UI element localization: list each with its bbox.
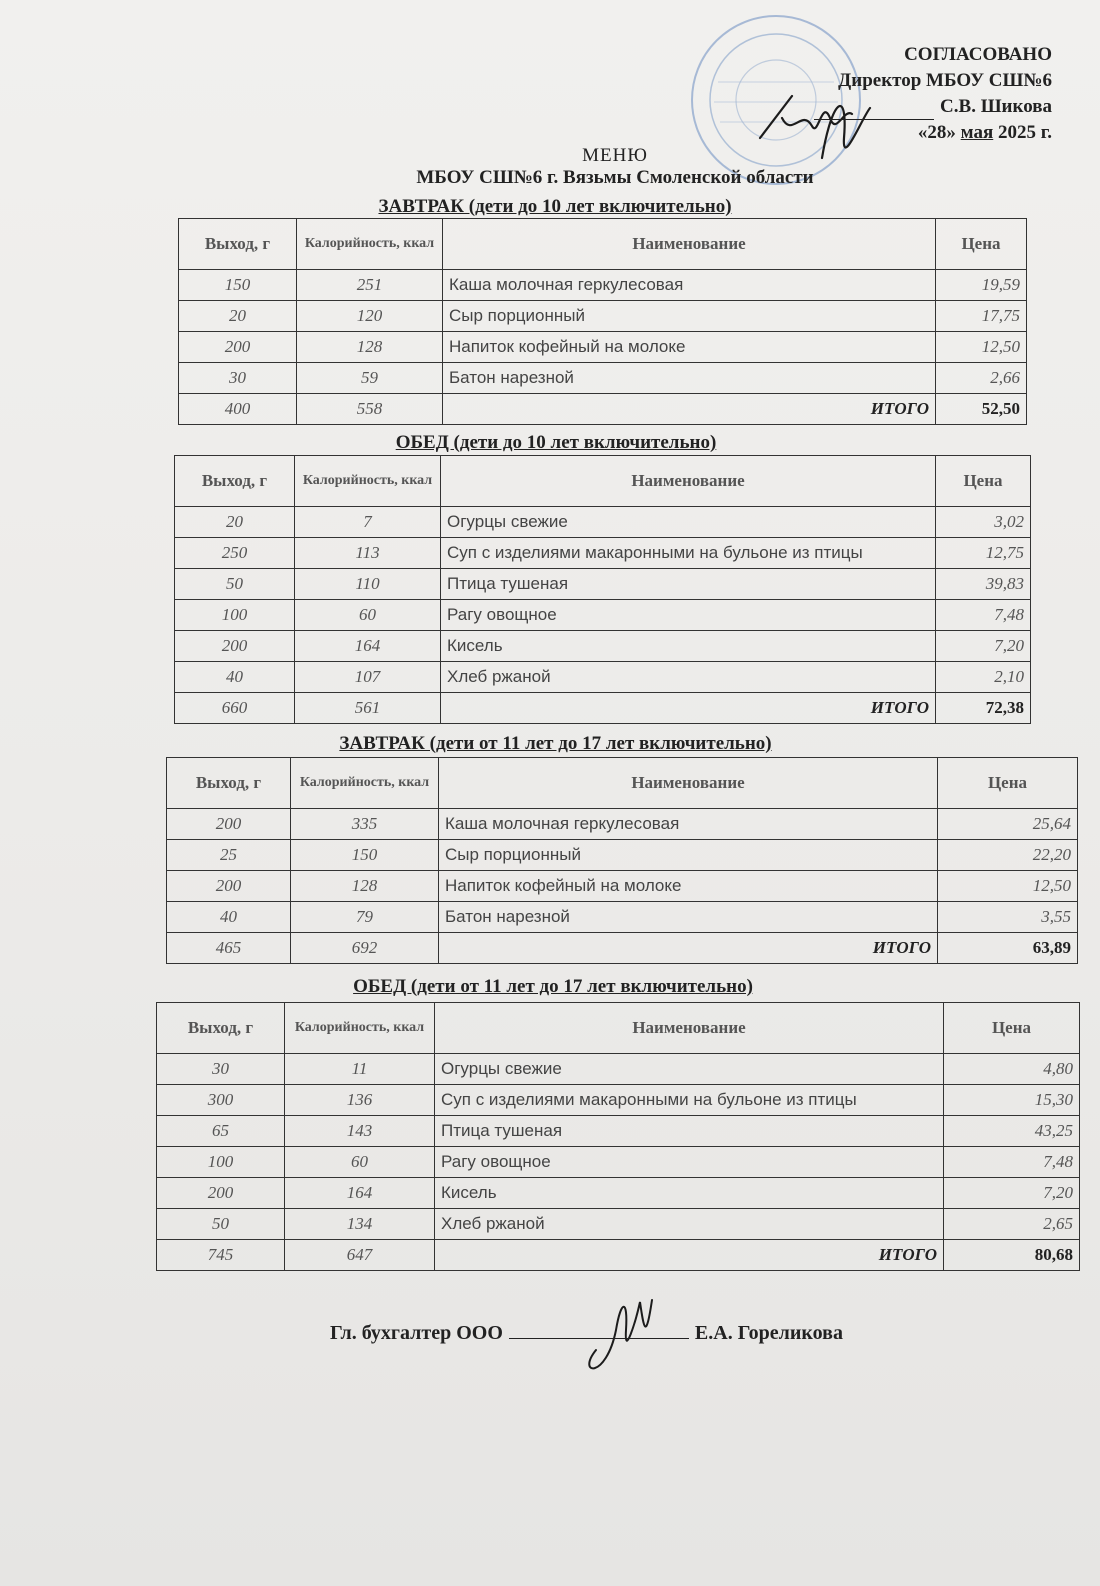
col-header-yield: Выход, г [157, 1003, 285, 1054]
cell-price: 7,20 [944, 1178, 1080, 1209]
total-row [179, 394, 1027, 425]
menu-table [174, 455, 1031, 724]
total-row [157, 1240, 1080, 1271]
cell-name: Кисель [435, 1178, 944, 1209]
footer-signature [330, 1322, 843, 1345]
table-row [175, 507, 1031, 538]
table-row [179, 270, 1027, 301]
cell-calories: 60 [295, 600, 441, 631]
table-header-row [167, 758, 1078, 809]
cell-price: 4,80 [944, 1054, 1080, 1085]
total-calories: 558 [297, 394, 443, 425]
cell-price: 43,25 [944, 1116, 1080, 1147]
cell-name: Рагу овощное [441, 600, 936, 631]
cell-name: Птица тушеная [441, 569, 936, 600]
cell-yield: 30 [157, 1054, 285, 1085]
footer-position: Гл. бухгалтер ООО [330, 1322, 503, 1344]
signature-blank [814, 101, 934, 120]
col-header-price: Цена [944, 1003, 1080, 1054]
table-row [157, 1178, 1080, 1209]
total-yield: 400 [179, 394, 297, 425]
table-row [157, 1147, 1080, 1178]
cell-name: Рагу овощное [435, 1147, 944, 1178]
col-header-name: Наименование [435, 1003, 944, 1054]
table-row [157, 1085, 1080, 1116]
total-yield: 660 [175, 693, 295, 724]
cell-price: 3,55 [938, 902, 1078, 933]
cell-yield: 200 [157, 1178, 285, 1209]
cell-price: 7,48 [944, 1147, 1080, 1178]
cell-price: 2,65 [944, 1209, 1080, 1240]
table-row [167, 902, 1078, 933]
cell-calories: 251 [297, 270, 443, 301]
cell-yield: 20 [175, 507, 295, 538]
cell-price: 7,20 [936, 631, 1031, 662]
cell-yield: 300 [157, 1085, 285, 1116]
total-yield: 465 [167, 933, 291, 964]
cell-calories: 7 [295, 507, 441, 538]
menu-table [156, 1002, 1080, 1271]
cell-yield: 40 [167, 902, 291, 933]
cell-calories: 143 [285, 1116, 435, 1147]
cell-calories: 110 [295, 569, 441, 600]
table-row [167, 871, 1078, 902]
cell-calories: 128 [291, 871, 439, 902]
col-header-calories: Калорийность, ккал [291, 758, 439, 809]
cell-calories: 164 [285, 1178, 435, 1209]
cell-name: Каша молочная геркулесовая [439, 809, 938, 840]
cell-yield: 200 [167, 871, 291, 902]
table-header-row [179, 219, 1027, 270]
col-header-yield: Выход, г [175, 456, 295, 507]
col-header-calories: Калорийность, ккал [297, 219, 443, 270]
table-row [157, 1209, 1080, 1240]
cell-name: Суп с изделиями макаронными на бульоне из птицы [441, 538, 936, 569]
total-calories: 692 [291, 933, 439, 964]
menu-table [166, 757, 1078, 964]
col-header-price: Цена [938, 758, 1078, 809]
cell-calories: 136 [285, 1085, 435, 1116]
total-price: 52,50 [936, 394, 1027, 425]
cell-yield: 50 [157, 1209, 285, 1240]
section-title: ЗАВТРАК (дети до 10 лет включительно) [378, 196, 732, 217]
table-header-row [175, 456, 1031, 507]
cell-name: Каша молочная геркулесовая [443, 270, 936, 301]
approval-heading: СОГЛАСОВАНО [904, 44, 1052, 65]
cell-yield: 150 [179, 270, 297, 301]
cell-price: 25,64 [938, 809, 1078, 840]
col-header-calories: Калорийность, ккал [295, 456, 441, 507]
cell-name: Сыр порционный [443, 301, 936, 332]
cell-calories: 150 [291, 840, 439, 871]
cell-yield: 200 [175, 631, 295, 662]
table-row [167, 809, 1078, 840]
table-row [175, 662, 1031, 693]
cell-name: Батон нарезной [439, 902, 938, 933]
total-label: ИТОГО [435, 1240, 944, 1271]
section-title: ОБЕД (дети от 11 лет до 17 лет включительно) [353, 976, 753, 997]
approval-position: Директор МБОУ СШ№6 [838, 70, 1052, 91]
cell-calories: 60 [285, 1147, 435, 1178]
cell-price: 39,83 [936, 569, 1031, 600]
cell-name: Сыр порционный [439, 840, 938, 871]
col-header-price: Цена [936, 456, 1031, 507]
cell-price: 7,48 [936, 600, 1031, 631]
cell-calories: 107 [295, 662, 441, 693]
table-row [157, 1054, 1080, 1085]
cell-price: 3,02 [936, 507, 1031, 538]
total-calories: 561 [295, 693, 441, 724]
cell-price: 15,30 [944, 1085, 1080, 1116]
cell-calories: 335 [291, 809, 439, 840]
approval-signature-line [752, 94, 1052, 120]
title-menu: МЕНЮ [582, 145, 648, 166]
cell-yield: 40 [175, 662, 295, 693]
footer-name: Е.А. Гореликова [694, 1322, 843, 1344]
cell-name: Суп с изделиями макаронными на бульоне из птицы [435, 1085, 944, 1116]
col-header-name: Наименование [443, 219, 936, 270]
cell-price: 12,75 [936, 538, 1031, 569]
cell-yield: 250 [175, 538, 295, 569]
table-row [179, 332, 1027, 363]
cell-price: 22,20 [938, 840, 1078, 871]
cell-yield: 50 [175, 569, 295, 600]
menu-table [178, 218, 1027, 425]
cell-name: Птица тушеная [435, 1116, 944, 1147]
cell-price: 2,10 [936, 662, 1031, 693]
table-row [175, 600, 1031, 631]
total-row [175, 693, 1031, 724]
col-header-price: Цена [936, 219, 1027, 270]
cell-calories: 113 [295, 538, 441, 569]
cell-yield: 25 [167, 840, 291, 871]
table-row [175, 569, 1031, 600]
cell-name: Хлеб ржаной [441, 662, 936, 693]
cell-yield: 200 [179, 332, 297, 363]
table-row [157, 1116, 1080, 1147]
cell-name: Батон нарезной [443, 363, 936, 394]
title-school: МБОУ СШ№6 г. Вязьмы Смоленской области [416, 167, 814, 188]
total-row [167, 933, 1078, 964]
total-label: ИТОГО [443, 394, 936, 425]
total-label: ИТОГО [441, 693, 936, 724]
col-header-name: Наименование [439, 758, 938, 809]
approval-date-year: 2025 г. [998, 122, 1052, 143]
total-price: 80,68 [944, 1240, 1080, 1271]
table-row [175, 538, 1031, 569]
approval-name: С.В. Шикова [940, 96, 1052, 117]
cell-price: 19,59 [936, 270, 1027, 301]
cell-price: 2,66 [936, 363, 1027, 394]
document-title [0, 145, 1100, 189]
cell-name: Огурцы свежие [435, 1054, 944, 1085]
total-price: 63,89 [938, 933, 1078, 964]
cell-price: 12,50 [938, 871, 1078, 902]
total-calories: 647 [285, 1240, 435, 1271]
table-row [175, 631, 1031, 662]
cell-name: Напиток кофейный на молоке [439, 871, 938, 902]
approval-date-day: «28» [917, 122, 956, 143]
cell-yield: 65 [157, 1116, 285, 1147]
cell-calories: 11 [285, 1054, 435, 1085]
col-header-name: Наименование [441, 456, 936, 507]
cell-yield: 30 [179, 363, 297, 394]
col-header-yield: Выход, г [179, 219, 297, 270]
col-header-calories: Калорийность, ккал [285, 1003, 435, 1054]
cell-yield: 200 [167, 809, 291, 840]
table-row [179, 301, 1027, 332]
cell-yield: 100 [175, 600, 295, 631]
signature-blank [509, 1322, 689, 1339]
cell-name: Кисель [441, 631, 936, 662]
cell-yield: 100 [157, 1147, 285, 1178]
cell-name: Хлеб ржаной [435, 1209, 944, 1240]
cell-calories: 120 [297, 301, 443, 332]
table-row [167, 840, 1078, 871]
approval-date [752, 120, 1052, 146]
table-header-row [157, 1003, 1080, 1054]
cell-calories: 79 [291, 902, 439, 933]
cell-calories: 164 [295, 631, 441, 662]
cell-calories: 128 [297, 332, 443, 363]
total-yield: 745 [157, 1240, 285, 1271]
approval-date-month: мая [960, 122, 994, 143]
section-title: ЗАВТРАК (дети от 11 лет до 17 лет включительно) [339, 733, 772, 754]
cell-calories: 134 [285, 1209, 435, 1240]
section-title: ОБЕД (дети до 10 лет включительно) [395, 432, 717, 453]
cell-yield: 20 [179, 301, 297, 332]
total-price: 72,38 [936, 693, 1031, 724]
cell-name: Напиток кофейный на молоке [443, 332, 936, 363]
cell-price: 17,75 [936, 301, 1027, 332]
approval-block [752, 42, 1052, 146]
col-header-yield: Выход, г [167, 758, 291, 809]
cell-price: 12,50 [936, 332, 1027, 363]
total-label: ИТОГО [439, 933, 938, 964]
table-row [179, 363, 1027, 394]
cell-calories: 59 [297, 363, 443, 394]
cell-name: Огурцы свежие [441, 507, 936, 538]
